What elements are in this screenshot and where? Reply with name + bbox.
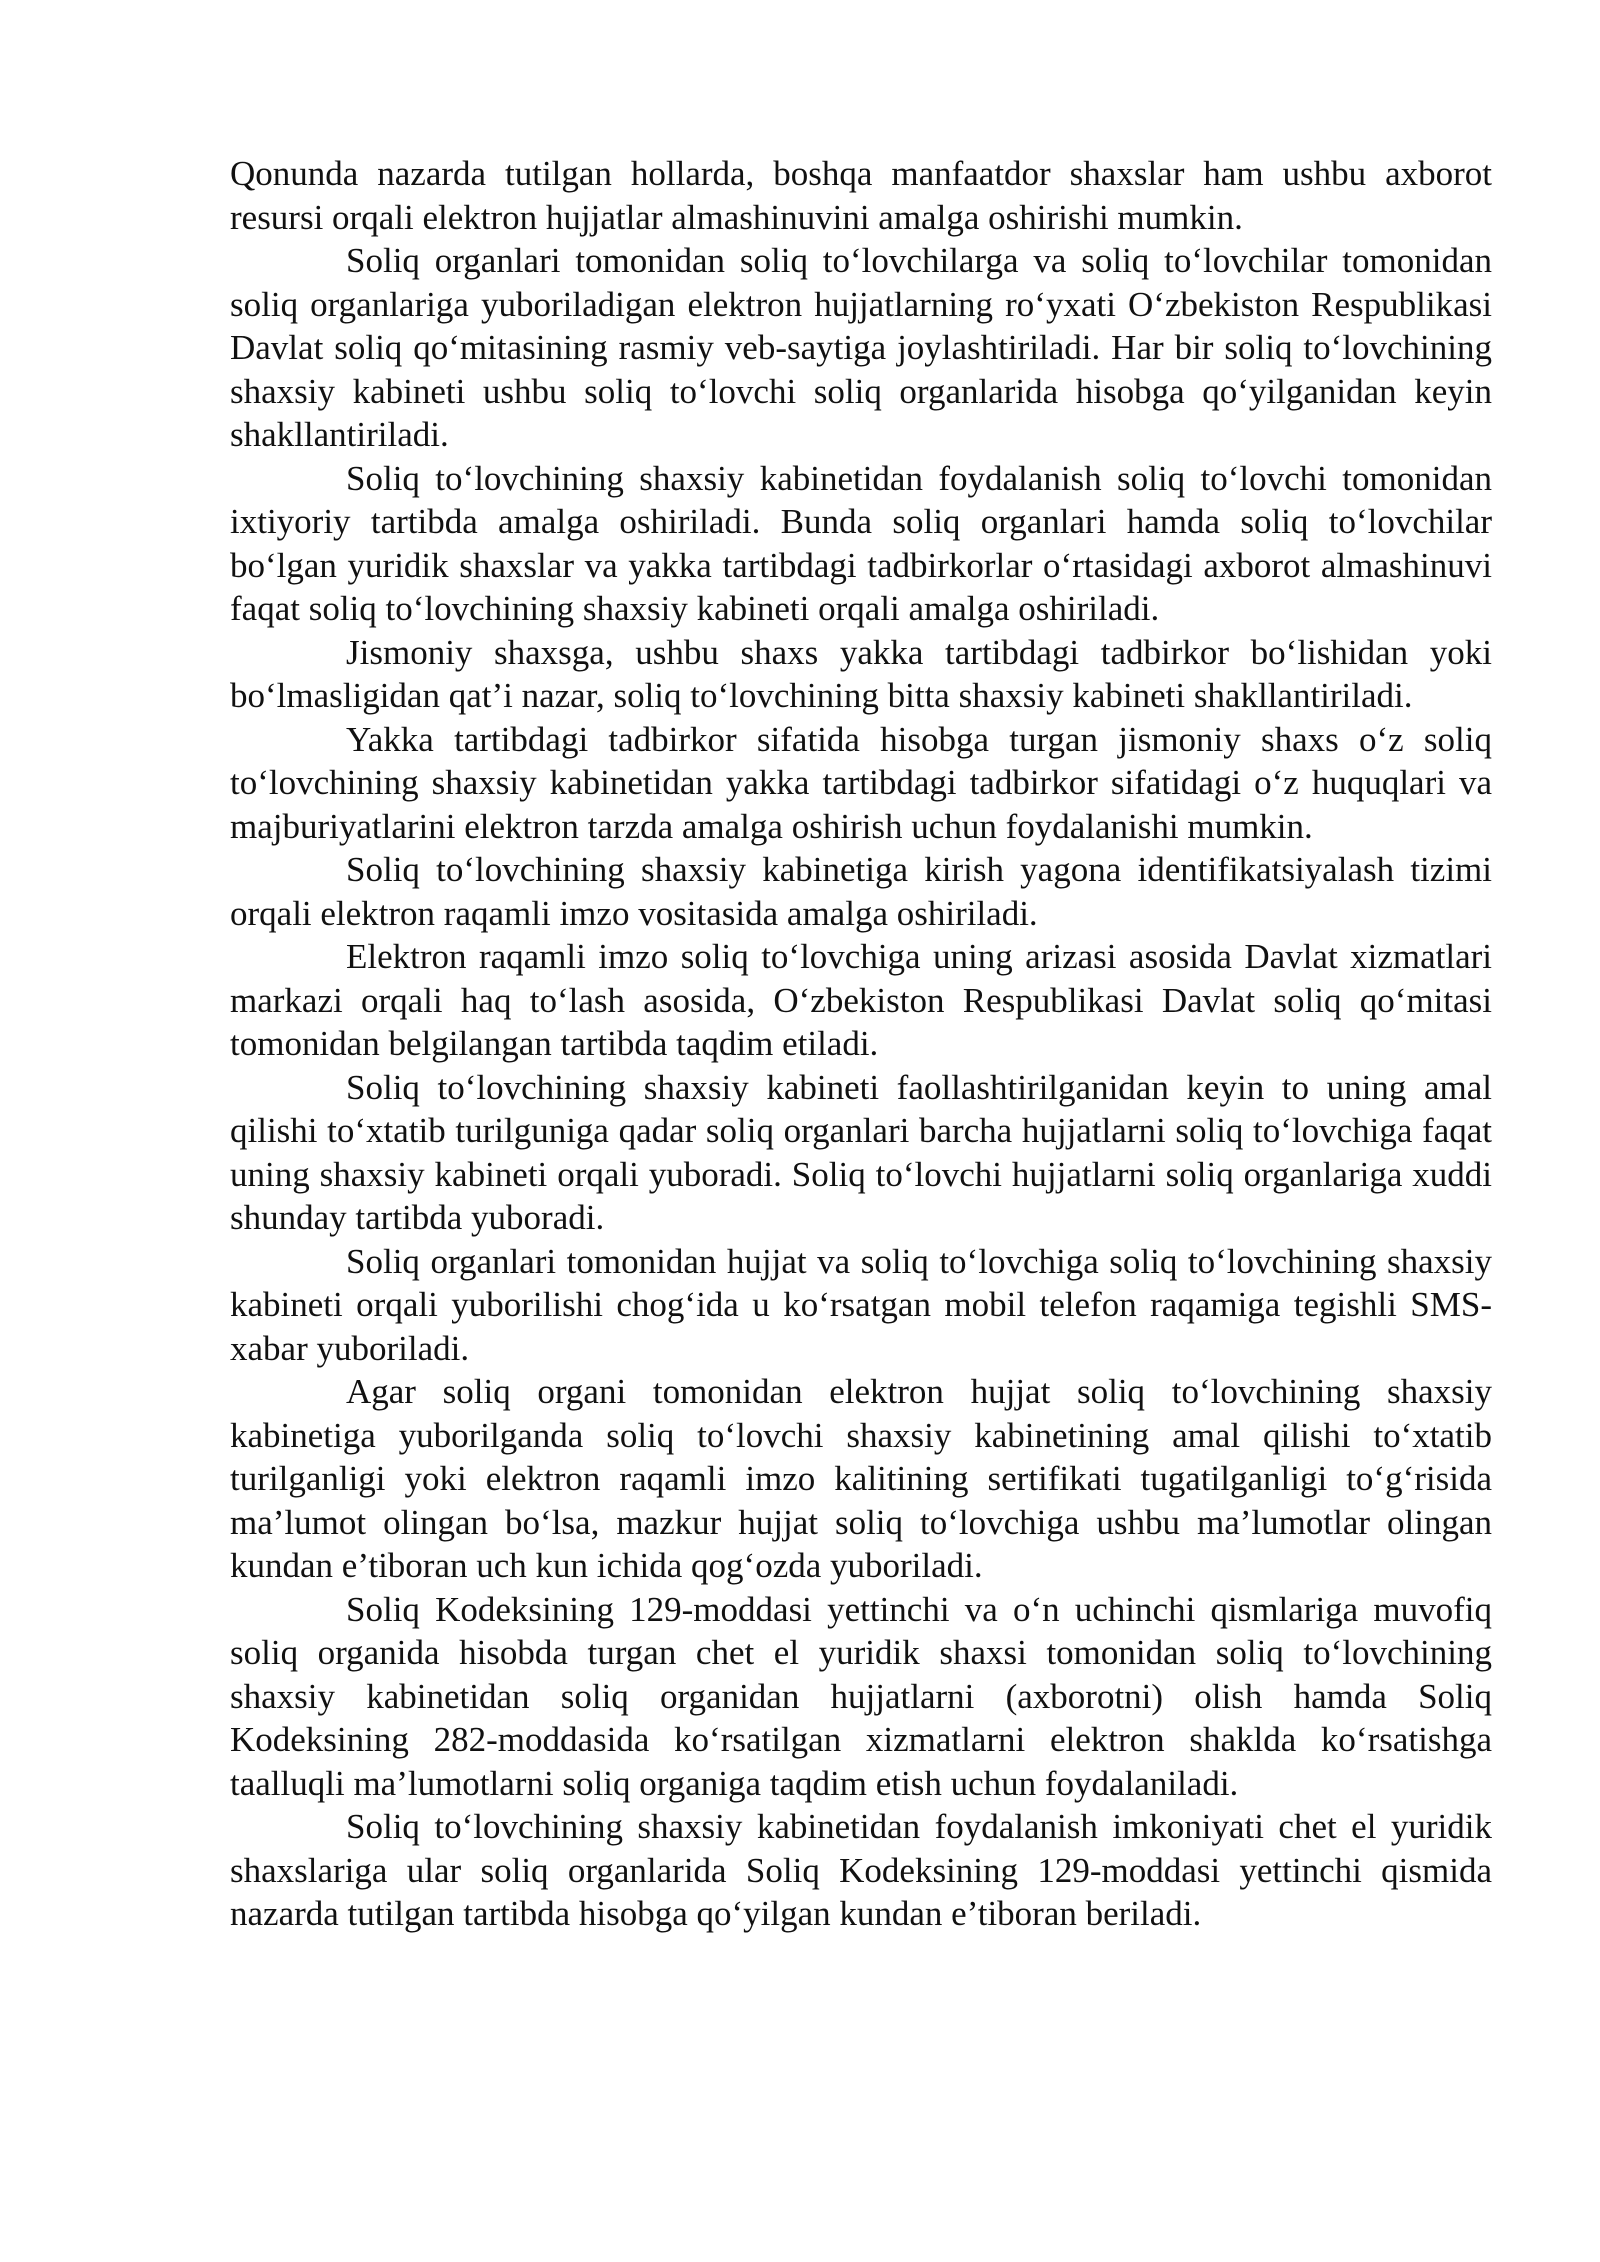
paragraph-6: Soliq to‘lovchining shaxsiy kabinetiga kirish yagona identifikatsiyalash tizimi orqali elektron raqamli imzo vositasida amalga oshiriladi. [230, 850, 1492, 933]
paragraph-5: Yakka tartibdagi tadbirkor sifatida hisobga turgan jismoniy shaxs o‘z soliq to‘lovchining shaxsiy kabinetidan yakka tartibdagi tadbirkor sifatidagi o‘z huquqlari va majburiyatlarini elektron tarzda amalga oshirish uchun foydalanishi mumkin. [230, 719, 1492, 846]
document-body [230, 152, 1492, 1936]
paragraph-4: Jismoniy shaxsga, ushbu shaxs yakka tartibdagi tadbirkor bo‘lishidan yoki bo‘lmasligidan qat’i nazar, soliq to‘lovchining bitta shaxsiy kabineti shakllantiriladi. [230, 632, 1492, 715]
paragraph-10: Agar soliq organi tomonidan elektron hujjat soliq to‘lovchining shaxsiy kabinetiga yuborilganda soliq to‘lovchi shaxsiy kabinetining amal qilishi to‘xtatib turilganligi yoki elektron raqamli imzo kalitining sertifikati tugatilganligi to‘g‘risida ma’lumot olingan bo‘lsa, mazkur hujjat soliq to‘lovchiga ushbu ma’lumotlar olingan kundan e’tiboran uch kun ichida qog‘ozda yuboriladi. [230, 1372, 1492, 1585]
paragraph-11: Soliq Kodeksining 129-moddasi yettinchi va o‘n uchinchi qismlariga muvofiq soliq organida hisobda turgan chet el yuridik shaxsi tomonidan soliq to‘lovchining shaxsiy kabinetidan soliq organidan hujjatlarni (axborotni) olish hamda Soliq Kodeksining 282-moddasida ko‘rsatilgan xizmatlarni elektron shaklda ko‘rsatishga taalluqli ma’lumotlarni soliq organiga taqdim etish uchun foydalaniladi. [230, 1589, 1492, 1803]
paragraph-9: Soliq organlari tomonidan hujjat va soliq to‘lovchiga soliq to‘lovchining shaxsiy kabineti orqali yuborilishi chog‘ida u ko‘rsatgan mobil telefon raqamiga tegishli SMS-xabar yuboriladi. [230, 1241, 1492, 1368]
paragraph-1: Qonunda nazarda tutilgan hollarda, boshqa manfaatdor shaxslar ham ushbu axborot resursi orqali elektron hujjatlar almashinuvini amalga oshirishi mumkin. [230, 154, 1492, 237]
paragraph-2: Soliq organlari tomonidan soliq to‘lovchilarga va soliq to‘lovchilar tomonidan soliq organlariga yuboriladigan elektron hujjatlarning ro‘yxati O‘zbekiston Respublikasi Davlat soliq qo‘mitasining rasmiy veb-saytiga joylashtiriladi. Har bir soliq to‘lovchining shaxsiy kabineti ushbu soliq to‘lovchi soliq organlarida hisobga qo‘yilganidan keyin shakllantiriladi. [230, 241, 1492, 454]
paragraph-8: Soliq to‘lovchining shaxsiy kabineti faollashtirilganidan keyin to uning amal qilishi to‘xtatib turilguniga qadar soliq organlari barcha hujjatlarni soliq to‘lovchiga faqat uning shaxsiy kabineti orqali yuboradi. Soliq to‘lovchi hujjatlarni soliq organlariga xuddi shunday tartibda yuboradi. [230, 1067, 1492, 1237]
paragraph-3: Soliq to‘lovchining shaxsiy kabinetidan foydalanish soliq to‘lovchi tomonidan ixtiyoriy tartibda amalga oshiriladi. Bunda soliq organlari hamda soliq to‘lovchilar bo‘lgan yuridik shaxslar va yakka tartibdagi tadbirkorlar o‘rtasidagi axborot almashinuvi faqat soliq to‘lovchining shaxsiy kabineti orqali amalga oshiriladi. [230, 458, 1492, 628]
paragraph-12: Soliq to‘lovchining shaxsiy kabinetidan foydalanish imkoniyati chet el yuridik shaxslariga ular soliq organlarida Soliq Kodeksining 129-moddasi yettinchi qismida nazarda tutilgan tartibda hisobga qo‘yilgan kundan e’tiboran beriladi. [230, 1807, 1492, 1933]
paragraph-7: Elektron raqamli imzo soliq to‘lovchiga uning arizasi asosida Davlat xizmatlari markazi orqali haq to‘lash asosida, O‘zbekiston Respublikasi Davlat soliq qo‘mitasi tomonidan belgilangan tartibda taqdim etiladi. [230, 937, 1492, 1063]
